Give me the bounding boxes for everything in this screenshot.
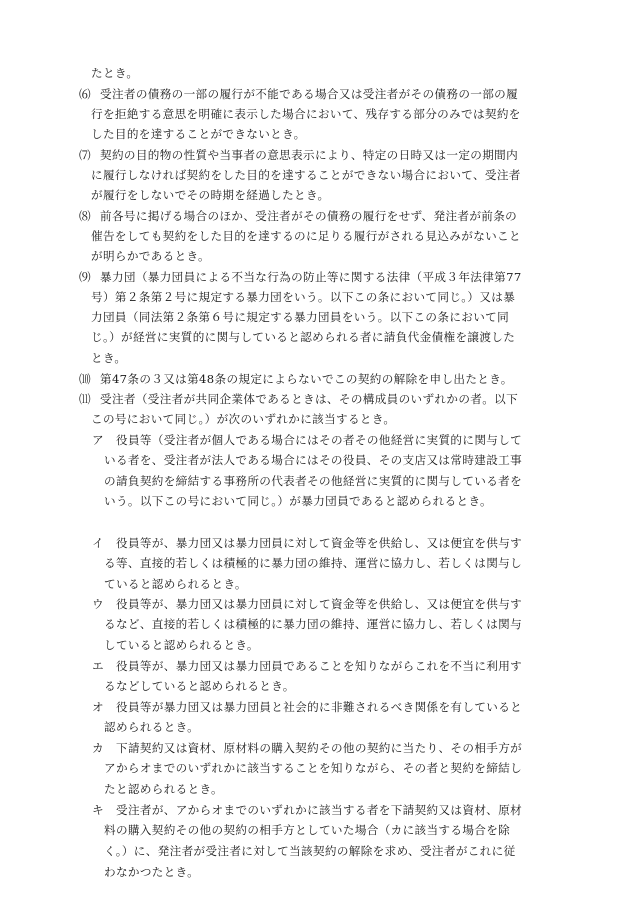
item-marker: イ	[92, 536, 104, 550]
text-line: 契約の目的物の性質や当事者の意思表示により、特定の日時又は一定の期間内	[100, 148, 519, 162]
text-line: 行を拒絶する意思を明確に表示した場合において、残存する部分のみでは契約を	[91, 107, 521, 121]
item-marker: ⑺	[79, 148, 91, 162]
text-line: 前各号に掲げる場合のほか、受注者がその債務の履行をせず、発注者が前条の	[100, 209, 518, 223]
text-line: 受注者の債務の一部の履行が不能である場合又は受注者がその債務の一部の履	[100, 87, 519, 101]
text-line: の請負契約を締結する事務所の代表者その他経営に実質的に関与している者を	[104, 474, 523, 488]
text-line: 下請契約又は資材、原材料の購入契約その他の契約に当たり、その相手方が	[116, 741, 523, 755]
text-line: 催告をしても契約をした目的を達するのに足りる履行がされる見込みがないこと	[91, 229, 521, 243]
item-marker: ⑹	[79, 87, 91, 101]
item-marker: オ	[92, 700, 104, 714]
text-line: 役員等が、暴力団又は暴力団員に対して資金等を供給し、又は便宜を供与す	[116, 597, 523, 611]
text-line: 料の購入契約その他の契約の相手方としていた場合（カに該当する場合を除	[104, 823, 511, 837]
text-line: 認められるとき。	[104, 720, 200, 734]
text-line: が明らかであるとき。	[91, 249, 210, 263]
item-marker: エ	[92, 659, 104, 673]
item-marker: ウ	[92, 597, 104, 611]
text-line: るなど、直接的若しくは積極的に暴力団の維持、運営に協力し、若しくは関与	[104, 617, 523, 631]
item-marker: キ	[92, 803, 104, 817]
text-line: に履行しなければ契約をした目的を達することができない場合において、受注者	[91, 168, 521, 182]
text-line: この号において同じ。）が次のいずれかに該当するとき。	[91, 412, 396, 426]
item-marker: ⑽	[79, 372, 91, 386]
item-marker: カ	[92, 741, 104, 755]
text-line: した目的を達することができないとき。	[91, 127, 306, 141]
text-line: 第47条の３又は第48条の規定によらないでこの契約の解除を申し出たとき。	[100, 372, 513, 386]
text-line: ていると認められるとき。	[104, 577, 247, 591]
text-line: 役員等が、暴力団又は暴力団員に対して資金等を供給し、又は便宜を供与す	[116, 536, 523, 550]
text-line: じ。）が経営に実質的に関与していると認められる者に請負代金債権を譲渡した	[91, 330, 516, 344]
text-line: とき。	[91, 351, 127, 365]
item-marker: ⑻	[79, 209, 91, 223]
text-line: たと認められるとき。	[104, 782, 223, 796]
text-line: 役員等が暴力団又は暴力団員と社会的に非難されるべき関係を有していると	[116, 700, 523, 714]
item-marker: ⑼	[79, 270, 91, 284]
text-line: 受注者（受注者が共同企業体であるときは、その構成員のいずれかの者。以下	[100, 392, 519, 406]
text-line: いる者を、受注者が法人である場合にはその役員、その支店又は常時建設工事	[104, 453, 523, 467]
text-line: たとき。	[91, 66, 139, 80]
text-line: 力団員（同法第２条第６号に規定する暴力団員をいう。以下この条において同	[91, 310, 510, 324]
text-line: アからオまでのいずれかに該当することを知りながら、その者と契約を締結し	[104, 761, 523, 775]
text-line: く。）に、発注者が受注者に対して当該契約の解除を求め、受注者がこれに従	[104, 844, 516, 858]
item-marker: ア	[92, 433, 104, 447]
text-line: わなかつたとき。	[104, 865, 200, 879]
text-line: が履行をしないでその時期を経過したとき。	[91, 188, 330, 202]
text-line: 号）第２条第２号に規定する暴力団をいう。以下この条において同じ。）又は暴	[91, 290, 516, 304]
item-marker: ⑾	[79, 392, 91, 406]
text-line: 役員等が、暴力団又は暴力団員であることを知りながらこれを不当に利用す	[116, 659, 523, 673]
text-line: いう。以下この号において同じ。）が暴力団員であると認められるとき。	[104, 494, 492, 508]
text-line: していると認められるとき。	[104, 638, 259, 652]
text-line: るなどしていると認められるとき。	[104, 679, 295, 693]
text-line: 役員等（受注者が個人である場合にはその者その他経営に実質的に関与して	[116, 433, 523, 447]
text-line: 暴力団（暴力団員による不当な行為の防止等に関する法律（平成３年法律第77	[100, 270, 522, 284]
text-line: 受注者が、アからオまでのいずれかに該当する者を下請契約又は資材、原材	[116, 803, 523, 817]
text-line: る等、直接的若しくは積極的に暴力団の維持、運営に協力し、若しくは関与し	[104, 556, 523, 570]
